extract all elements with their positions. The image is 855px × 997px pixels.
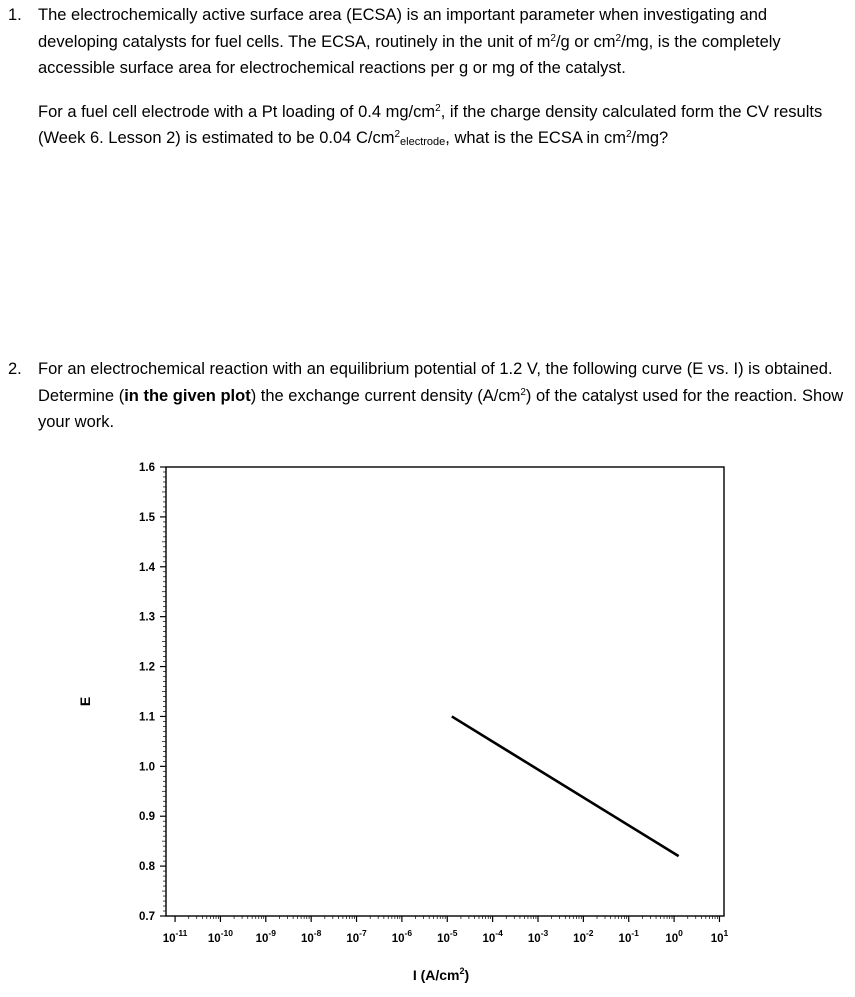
text-run: , if the charge density calculated form the CV results (Week 6. Lesson 2) is estimated to be 0.04 C/cm [38,102,823,147]
x-tick-base: 10 [162,933,176,945]
series-group [452,716,679,856]
y-tick-label: 1.6 [139,462,155,474]
y-tick-labels [139,462,156,923]
x-tick-base: 10 [665,933,679,945]
question-body [38,356,849,436]
x-tick-label [711,928,729,945]
text-run: The electrochemically active surface area (ECSA) is an important parameter when investigating and developing catalysts for fuel cells. The ECSA, routinely in the unit of m [38,6,768,51]
superscript: 2 [615,32,622,44]
text-run: /mg, is the completely accessible surface area for electrochemical reactions per g or mg of the catalyst. [38,32,781,77]
x-tick-labels [163,928,729,945]
x-tick-label [665,928,683,945]
text-run: /mg? [631,129,669,147]
x-tick-exponent: -6 [404,928,413,938]
x-tick-base: 10 [255,933,269,945]
x-tick-exponent: -3 [540,928,549,938]
plot-frame [166,467,724,916]
y-tick-label: 1.1 [139,711,155,724]
question-body [38,2,849,152]
x-tick-base: 10 [710,933,724,945]
x-tick-base: 10 [527,933,541,945]
text-run: , what is the ECSA in cm [445,129,626,147]
x-axis-title-end: ) [464,967,470,983]
x-tick-label [573,928,594,945]
x-tick-base: 10 [482,933,496,945]
x-tick-exponent: -7 [359,928,367,938]
x-major-ticks [175,916,719,922]
x-tick-label [528,928,549,945]
question-paragraph [38,2,849,82]
text-run: /g or cm [555,32,616,51]
x-tick-exponent: -9 [268,928,276,938]
x-tick-base: 10 [573,933,586,945]
x-tick-label [208,928,233,945]
question-paragraph [38,99,849,152]
x-axis-title [413,966,469,983]
y-tick-label: 1.4 [139,561,155,574]
x-tick-label [482,928,503,945]
text-run: For a fuel cell electrode with a Pt loading of 0.4 mg/cm [38,102,436,121]
y-tick-label: 1.0 [139,761,155,774]
y-tick-label: 0.9 [139,811,155,824]
x-tick-base: 10 [207,933,221,945]
x-tick-base: 10 [391,933,405,945]
x-tick-exponent: -5 [449,928,458,938]
e-vs-i-plot [0,455,855,997]
y-tick-label: 1.3 [139,611,155,624]
x-tick-exponent: -2 [585,928,594,938]
superscript: 2 [394,129,401,140]
x-tick-label [619,928,640,945]
x-tick-exponent: 1 [723,928,729,938]
superscript: 2 [520,386,526,398]
x-tick-base: 10 [437,933,450,945]
x-tick-exponent: -10 [220,928,233,938]
question-number: 1. [8,6,22,24]
x-tick-base: 10 [300,933,314,945]
x-axis-title-main: I (A/cm [412,967,460,983]
y-tick-label: 0.7 [139,911,155,923]
y-tick-label: 0.8 [139,861,155,874]
x-tick-label [163,928,188,945]
x-tick-base: 10 [618,933,632,945]
x-tick-exponent: -8 [313,928,322,938]
y-axis-title: E [77,696,93,707]
x-tick-label [392,928,413,945]
superscript: 2 [550,32,556,44]
superscript: 2 [625,129,632,140]
text-run: ) the exchange current density (A/cm [250,386,521,405]
question-number: 2. [8,360,22,378]
data-line [452,716,679,856]
x-tick-label [346,928,367,945]
x-tick-exponent: 0 [678,928,683,938]
y-tick-label: 1.2 [139,661,155,674]
x-tick-label [301,928,322,945]
x-tick-base: 10 [346,933,360,945]
x-tick-exponent: -4 [495,928,503,938]
x-axis-title-sup: 2 [459,966,465,976]
text-run: ) of the catalyst used for the reaction. Show your work. [38,386,844,431]
subscript: electrode [400,136,446,148]
bold-text: in the given plot [124,386,251,405]
x-tick-exponent: -1 [631,928,639,938]
question-paragraph [38,356,849,436]
superscript: 2 [435,102,441,114]
x-tick-label [256,928,277,945]
text-run: For an electrochemical reaction with an equilibrium potential of 1.2 V, the following curve (E vs. I) is obtained. Determine ( [38,360,833,405]
y-tick-label: 1.5 [139,511,155,524]
x-tick-label [437,928,458,945]
x-tick-exponent: -11 [175,928,188,938]
